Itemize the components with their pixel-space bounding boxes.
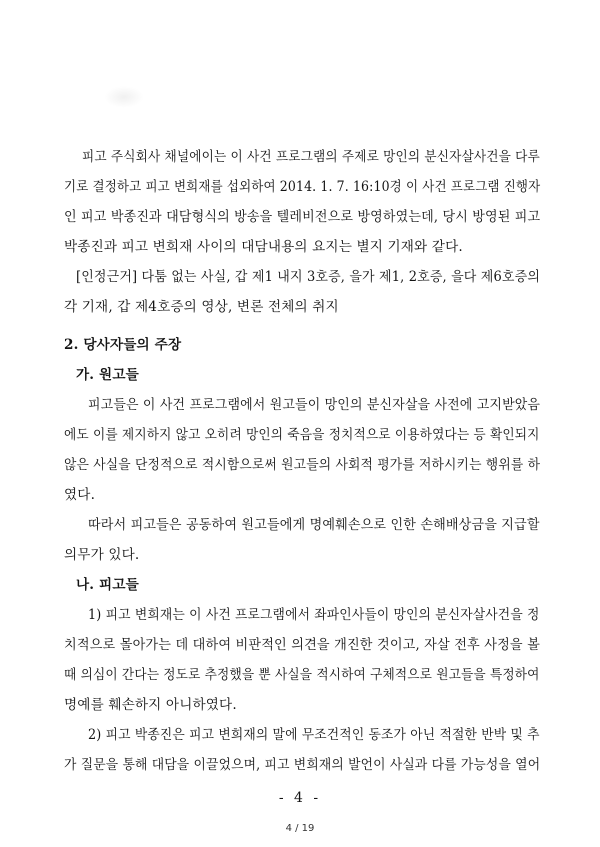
text-line: 때 의심이 간다는 정도로 추정했을 뿐 사실을 적시하여 구체적으로 원고들을 특정하여 xyxy=(64,667,540,683)
text-line: 각 기재, 갑 제4호증의 영상, 변론 전체의 취지 xyxy=(64,299,339,315)
text-line: 피고 주식회사 채널에이는 이 사건 프로그램의 주제로 망인의 분신자살사건을 다루 xyxy=(82,149,540,165)
page-count: 4 / 19 xyxy=(285,823,315,834)
text-line: 가 질문을 통해 대담을 이끌었으며, 피고 변희재의 발언이 사실과 다를 가능성을 열어 xyxy=(64,757,541,773)
text-line: 치적으로 몰아가는 데 대하여 비판적인 의견을 개진한 것이고, 자살 전후 사정을 볼 xyxy=(64,637,540,653)
text-line: 1) 피고 변희재는 이 사건 프로그램에서 좌파인사들이 망인의 분신자살사건을 정 xyxy=(88,607,540,623)
text-line: 의무가 있다. xyxy=(64,547,140,563)
text-line: 기로 결정하고 피고 변희재를 섭외하여 2014. 1. 7. 16:10경 이 사건 프로그램 진행자 xyxy=(64,179,541,195)
text-line: 인 피고 박종진과 대담형식의 방송을 텔레비전으로 방영하였는데, 당시 방영된 피고 xyxy=(64,209,541,225)
text-line: 박종진과 피고 변희재 사이의 대담내용의 요지는 별지 기재와 같다. xyxy=(64,239,463,255)
subsection-title-defendants: 나. 피고들 xyxy=(76,577,139,593)
page-number: - 4 - xyxy=(278,790,322,806)
text-line: 에도 이를 제지하지 않고 오히려 망인의 죽음을 정치적으로 이용하였다는 등 확인되지 xyxy=(64,427,540,443)
text-line: 따라서 피고들은 공동하여 원고들에게 명예훼손으로 인한 손해배상금을 지급할 xyxy=(88,517,540,533)
text-line: 않은 사실을 단정적으로 적시함으로써 원고들의 사회적 평가를 저하시키는 행위를 하 xyxy=(64,457,541,473)
subsection-title-plaintiffs: 가. 원고들 xyxy=(76,367,139,383)
text-line: 2) 피고 박종진은 피고 변희재의 말에 무조건적인 동조가 아닌 적절한 반박 및 추 xyxy=(88,727,540,743)
section-title: 2. 당사자들의 주장 xyxy=(64,337,182,353)
text-line: 피고들은 이 사건 프로그램에서 원고들이 망인의 분신자살을 사전에 고지받았음 xyxy=(88,397,541,413)
text-line: 였다. xyxy=(64,487,96,503)
text-line: 명예를 훼손하지 아니하였다. xyxy=(64,697,237,713)
text-line: [인정근거] 다툼 없는 사실, 갑 제1 내지 3호증, 을가 제1, 2호증, 을다 제6호증의 xyxy=(76,269,541,285)
scan-smudge xyxy=(104,86,144,108)
